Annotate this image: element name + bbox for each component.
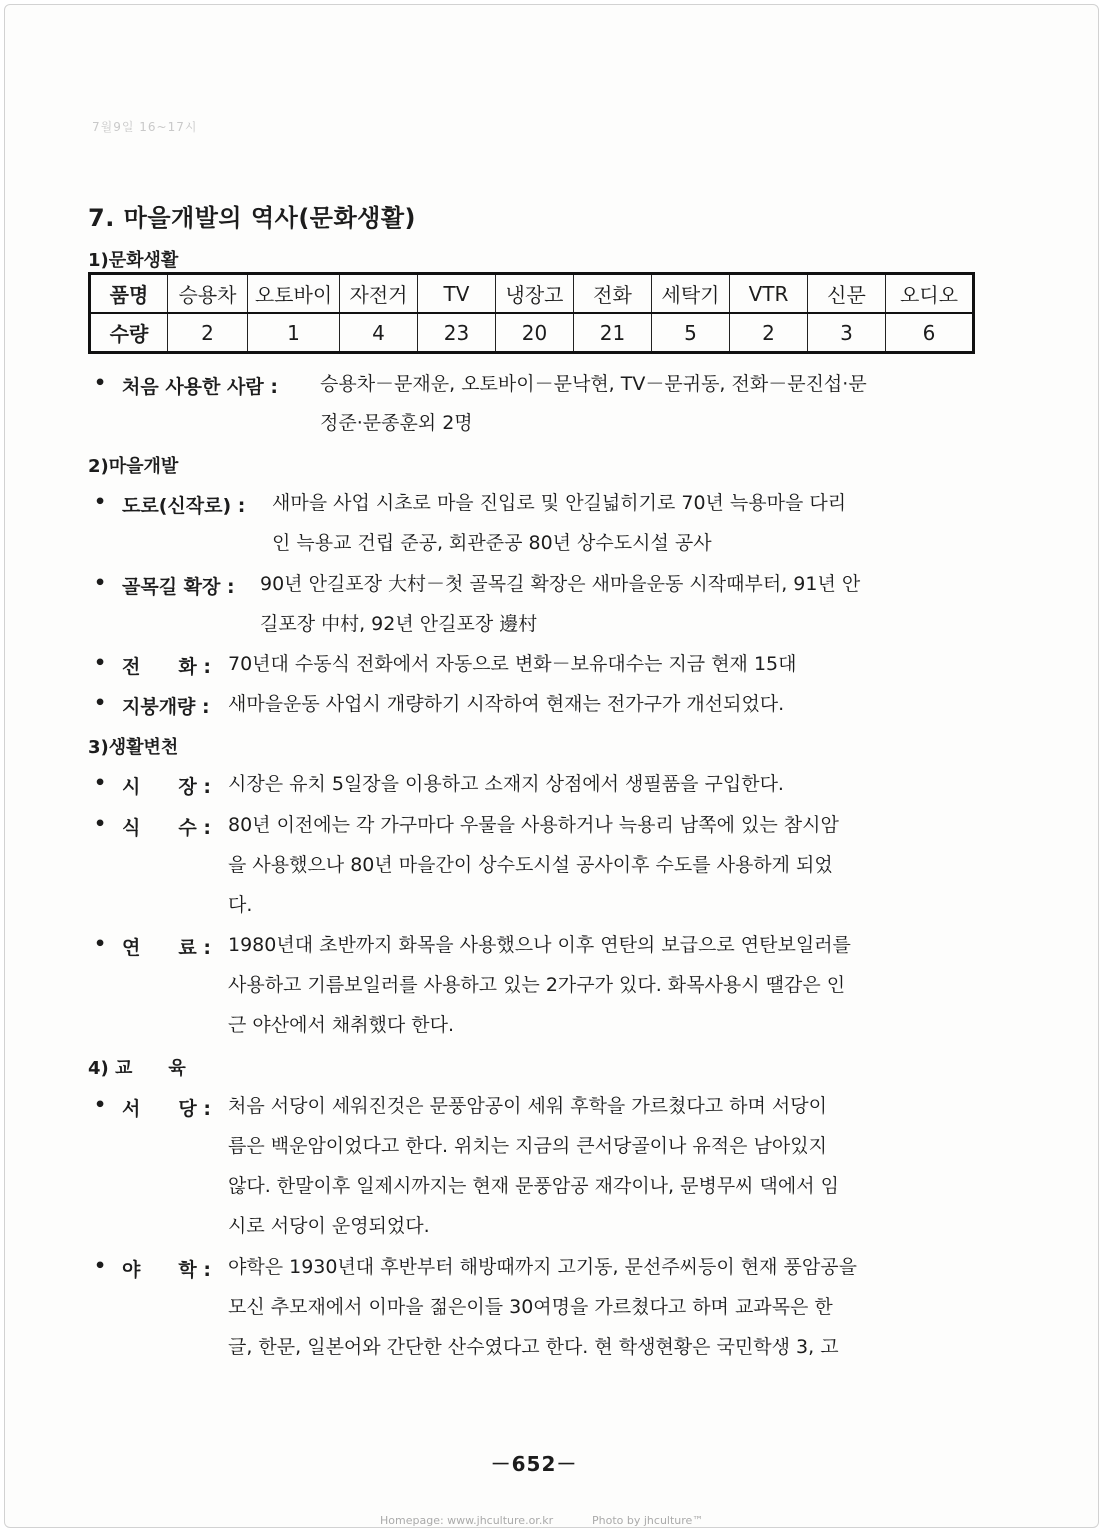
table-cell: 냉장고: [496, 274, 574, 314]
table-cell: 신문: [808, 274, 886, 314]
road-text: 새마을 사업 시초로 마을 진입로 및 안길넓히기로 70년 늑용마을 다리: [272, 492, 847, 514]
bullet: •: [94, 813, 107, 835]
fuel-text: 사용하고 기름보일러를 사용하고 있는 2가구가 있다. 화목사용시 땔감은 인: [228, 974, 846, 996]
heading-education: 4) 교 육: [88, 1058, 186, 1079]
section-title: 7. 마을개발의 역사(문화생활): [88, 204, 416, 232]
night-school-text: 모신 추모재에서 이마을 젊은이들 30여명을 가르쳤다고 하며 교과목은 한: [228, 1296, 833, 1318]
heading-culture-life: 1)문화생활: [88, 250, 179, 271]
fuel-label: 연 료 :: [122, 937, 211, 959]
first-users-text: 정준·문종훈외 2명: [320, 412, 473, 434]
table-cell: 자전거: [340, 274, 418, 314]
table-cell: 3: [808, 313, 886, 353]
first-users-label: 처음 사용한 사람 :: [122, 376, 278, 398]
footer-homepage: Homepage: www.jhculture.or.kr: [380, 1514, 554, 1527]
phone-label: 전 화 :: [122, 656, 211, 678]
water-text: 다.: [228, 894, 253, 916]
table-cell: 6: [886, 313, 974, 353]
road-text: 인 늑용교 건립 준공, 회관준공 80년 상수도시설 공사: [272, 532, 712, 554]
seodang-text: 름은 백운암이었다고 한다. 위치는 지금의 큰서당골이나 유적은 남아있지: [228, 1135, 827, 1157]
table-cell: 오디오: [886, 274, 974, 314]
bullet: •: [94, 372, 107, 394]
heading-village-dev: 2)마을개발: [88, 456, 179, 477]
bullet: •: [94, 933, 107, 955]
fuel-text: 근 야산에서 채취했다 한다.: [228, 1014, 455, 1036]
footer-photo-credit: Photo by jhculture™: [592, 1514, 704, 1527]
bullet: •: [94, 772, 107, 794]
table-cell: TV: [418, 274, 496, 314]
night-school-label: 야 학 :: [122, 1259, 211, 1281]
bullet: •: [94, 692, 107, 714]
seodang-label: 서 당 :: [122, 1098, 211, 1120]
page-number: －652－: [490, 1452, 578, 1476]
road-label: 도로(신작로) :: [122, 495, 246, 517]
table-cell: 1: [248, 313, 340, 353]
table-cell: 품명: [90, 274, 168, 314]
alley-text: 길포장 中村, 92년 안길포장 邊村: [260, 613, 538, 635]
table-cell: 전화: [574, 274, 652, 314]
seodang-text: 않다. 한말이후 일제시까지는 현재 문풍암공 재각이나, 문병무씨 댁에서 임: [228, 1175, 840, 1197]
seodang-text: 처음 서당이 세워진것은 문풍암공이 세워 후학을 가르쳤다고 하며 서당이: [228, 1095, 827, 1117]
bullet: •: [94, 572, 107, 594]
seodang-text: 시로 서당이 운영되었다.: [228, 1215, 430, 1237]
water-label: 식 수 :: [122, 817, 211, 839]
roof-label: 지붕개량 :: [122, 696, 210, 718]
table-cell: 수량: [90, 313, 168, 353]
water-text: 을 사용했으나 80년 마을간이 상수도시설 공사이후 수도를 사용하게 되었: [228, 854, 833, 876]
bullet: •: [94, 1255, 107, 1277]
night-school-text: 야학은 1930년대 후반부터 해방때까지 고기동, 문선주씨등이 현재 풍암공을: [228, 1256, 857, 1278]
faded-stamp-text: 7월9일 16~17시: [92, 120, 198, 134]
fuel-text: 1980년대 초반까지 화목을 사용했으나 이후 연탄의 보급으로 연탄보일러를: [228, 934, 851, 956]
table-cell: 세탁기: [652, 274, 730, 314]
market-text: 시장은 유치 5일장을 이용하고 소재지 상점에서 생필품을 구입한다.: [228, 773, 784, 795]
water-text: 80년 이전에는 각 가구마다 우물을 사용하거나 늑용리 남쪽에 있는 참시암: [228, 814, 839, 836]
table-cell: 20: [496, 313, 574, 353]
table-cell: 오토바이: [248, 274, 340, 314]
bullet: •: [94, 491, 107, 513]
table-row: [90, 313, 974, 353]
market-label: 시 장 :: [122, 776, 211, 798]
roof-text: 새마을운동 사업시 개량하기 시작하여 현재는 전가구가 개선되었다.: [228, 693, 785, 715]
table-cell: 2: [730, 313, 808, 353]
night-school-text: 글, 한문, 일본어와 간단한 산수였다고 한다. 현 학생현황은 국민학생 3, 고: [228, 1336, 839, 1358]
table-cell: VTR: [730, 274, 808, 314]
table-cell: 승용차: [168, 274, 248, 314]
first-users-text: 승용차－문재운, 오토바이－문낙현, TV－문귀동, 전화－문진섭·문: [320, 373, 867, 395]
phone-text: 70년대 수동식 전화에서 자동으로 변화－보유대수는 지금 현재 15대: [228, 653, 797, 675]
table-cell: 23: [418, 313, 496, 353]
table-header-row: [90, 274, 974, 314]
heading-life-change: 3)생활변천: [88, 737, 179, 758]
culture-items-table: [88, 272, 975, 354]
table-cell: 21: [574, 313, 652, 353]
table-cell: 5: [652, 313, 730, 353]
table-cell: 2: [168, 313, 248, 353]
alley-text: 90년 안길포장 大村－첫 골목길 확장은 새마을운동 시작때부터, 91년 안: [260, 573, 861, 595]
alley-label: 골목길 확장 :: [122, 576, 235, 598]
table-cell: 4: [340, 313, 418, 353]
bullet: •: [94, 652, 107, 674]
bullet: •: [94, 1094, 107, 1116]
